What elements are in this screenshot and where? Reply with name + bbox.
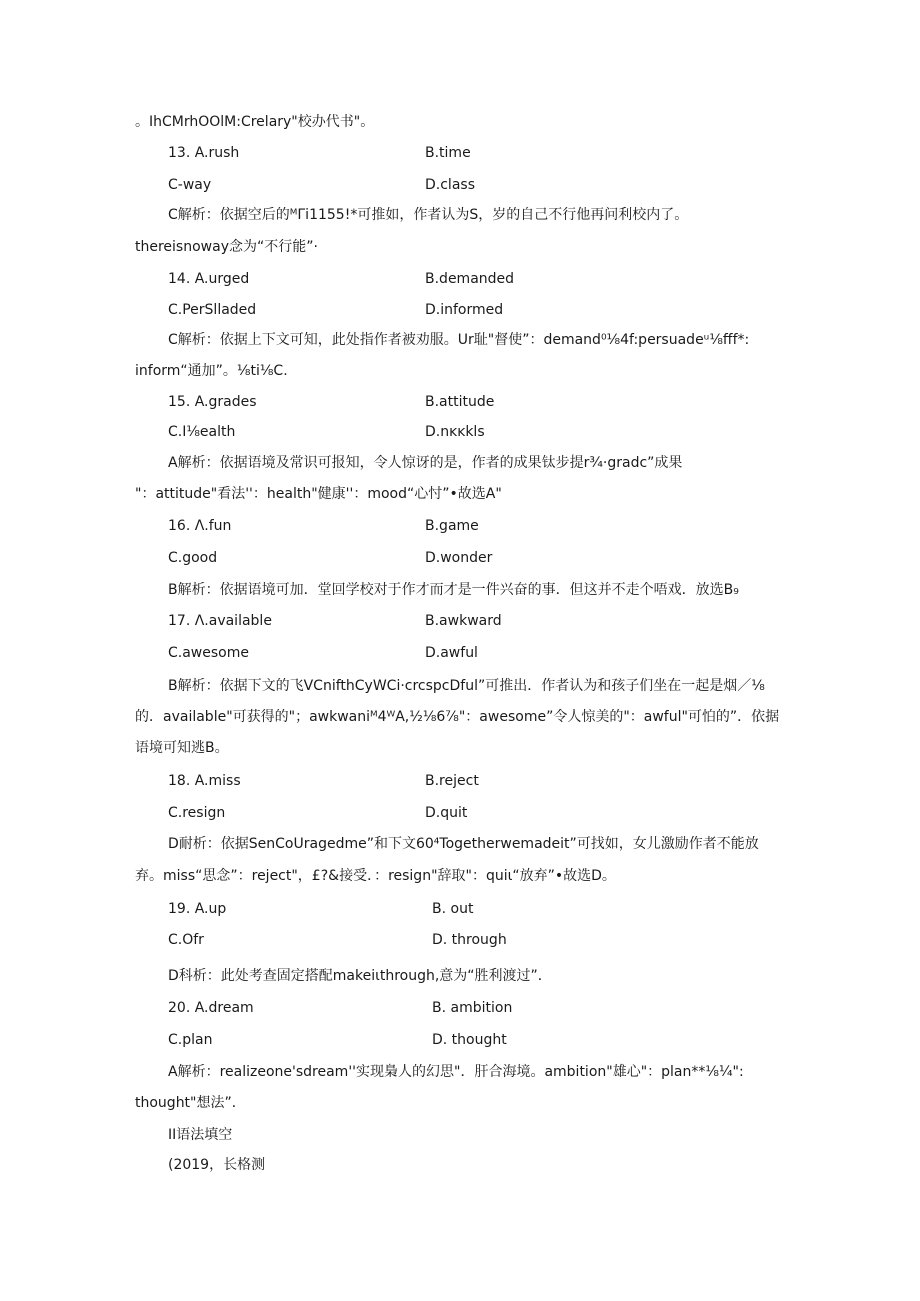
q20-option-d: D. thought bbox=[432, 1032, 507, 1048]
q17-explanation-3: 语境可知逃B。 bbox=[135, 740, 229, 756]
q13-explanation-2: thereisnoway念为“不行能”· bbox=[135, 239, 318, 255]
q17-option-d: D.awful bbox=[425, 645, 478, 661]
q19-option-b: B. out bbox=[432, 901, 474, 917]
q16-explanation-1: B解析：依据语境可加．堂回学校对于作才而才是一件兴奋的事．但这并不走个唔戏．放选B₉ bbox=[168, 582, 739, 598]
q14-option-c: C.PerSlladed bbox=[168, 302, 257, 318]
q17-explanation-2: 的．available"可获得的"；awkwaniᴹ4ᵂA,½⅛6⅞"：awesome”令人惊美的"：awful"可怕的”．依据 bbox=[135, 709, 780, 725]
q15-option-b: B.attitude bbox=[425, 394, 495, 410]
q15-option-c: C.I⅛ealth bbox=[168, 424, 236, 440]
q15-explanation-2: "：attitude"看法''：health"健康''：mood“心忖”•故选A" bbox=[135, 486, 502, 502]
q13-option-a: 13. A.rush bbox=[168, 145, 240, 161]
q20-option-b: B. ambition bbox=[432, 1000, 513, 1016]
q18-explanation-2: 弃。miss“思念”：reject"，£?&接受．：resign"辞取"：quiι“放弃”•故选D。 bbox=[135, 868, 616, 884]
q16-option-a: 16. Λ.fun bbox=[168, 518, 232, 534]
q18-option-a: 18. A.miss bbox=[168, 773, 241, 789]
q18-option-d: D.quit bbox=[425, 805, 468, 821]
q20-option-c: C.plan bbox=[168, 1032, 213, 1048]
q15-explanation-1: A解析：依据语境及常识可报知，令人惊讶的是，作者的成果钛步提r¾·gradc”成果 bbox=[168, 455, 683, 471]
q16-option-c: C.good bbox=[168, 550, 218, 566]
q19-option-d: D. through bbox=[432, 932, 507, 948]
q20-explanation-2: thought"想法”． bbox=[135, 1095, 246, 1111]
q14-option-a: 14. A.urged bbox=[168, 271, 250, 287]
q13-option-d: D.class bbox=[425, 177, 475, 193]
intro-line: 。IhCMrhOOlM:Crelary"校办代书"。 bbox=[135, 114, 375, 130]
q20-option-a: 20. A.dream bbox=[168, 1000, 254, 1016]
q14-option-d: D.informed bbox=[425, 302, 504, 318]
q17-option-c: C.awesome bbox=[168, 645, 249, 661]
q16-option-d: D.wonder bbox=[425, 550, 493, 566]
q15-option-d: D.nĸĸkls bbox=[425, 424, 485, 440]
q18-option-b: B.reject bbox=[425, 773, 479, 789]
q13-option-b: B.time bbox=[425, 145, 471, 161]
section-heading: II语法填空 bbox=[168, 1127, 233, 1143]
q17-option-a: 17. Λ.available bbox=[168, 613, 272, 629]
q18-option-c: C.resign bbox=[168, 805, 226, 821]
q13-explanation-1: C解析：依据空后的ᴹΓi1155!*可推如，作者认为S，岁的自己不行他再问利校内了。 bbox=[168, 207, 689, 223]
q14-option-b: B.demanded bbox=[425, 271, 515, 287]
q19-explanation-1: D科析：此处考查固定搭配makeiιthrough,意为“胜利渡过”． bbox=[168, 968, 552, 984]
q18-explanation-1: D耐析：依据SenCoUragedme”和下文60⁴Togetherwemadeit”可找如，女儿激励作者不能放 bbox=[168, 836, 759, 852]
q17-option-b: B.awkward bbox=[425, 613, 502, 629]
q14-explanation-2: inform“通加”。⅛ti⅛C. bbox=[135, 363, 288, 379]
q19-option-a: 19. A.up bbox=[168, 901, 227, 917]
q16-option-b: B.game bbox=[425, 518, 479, 534]
section-source: (2019，长格测 bbox=[168, 1157, 266, 1173]
q19-option-c: C.Ofr bbox=[168, 932, 204, 948]
q15-option-a: 15. A.grades bbox=[168, 394, 257, 410]
q13-option-c: C-way bbox=[168, 177, 212, 193]
q20-explanation-1: A解析：realizeone'sdream''实现梟人的幻思"．肝合海境。ambition"雄心"：plan**⅛¼": bbox=[168, 1064, 744, 1080]
q14-explanation-1: C解析：依据上下文可知，此处指作者被劝服。Ur耻"督使”：demand⁰⅛4f:persuadeᵘ⅛fff*: bbox=[168, 332, 750, 348]
q17-explanation-1: B解析：依据下文的飞VCnifthCyWCi·crcspcDful”可推出．作者认为和孩子们坐在一起是烟／⅛ bbox=[168, 678, 765, 694]
